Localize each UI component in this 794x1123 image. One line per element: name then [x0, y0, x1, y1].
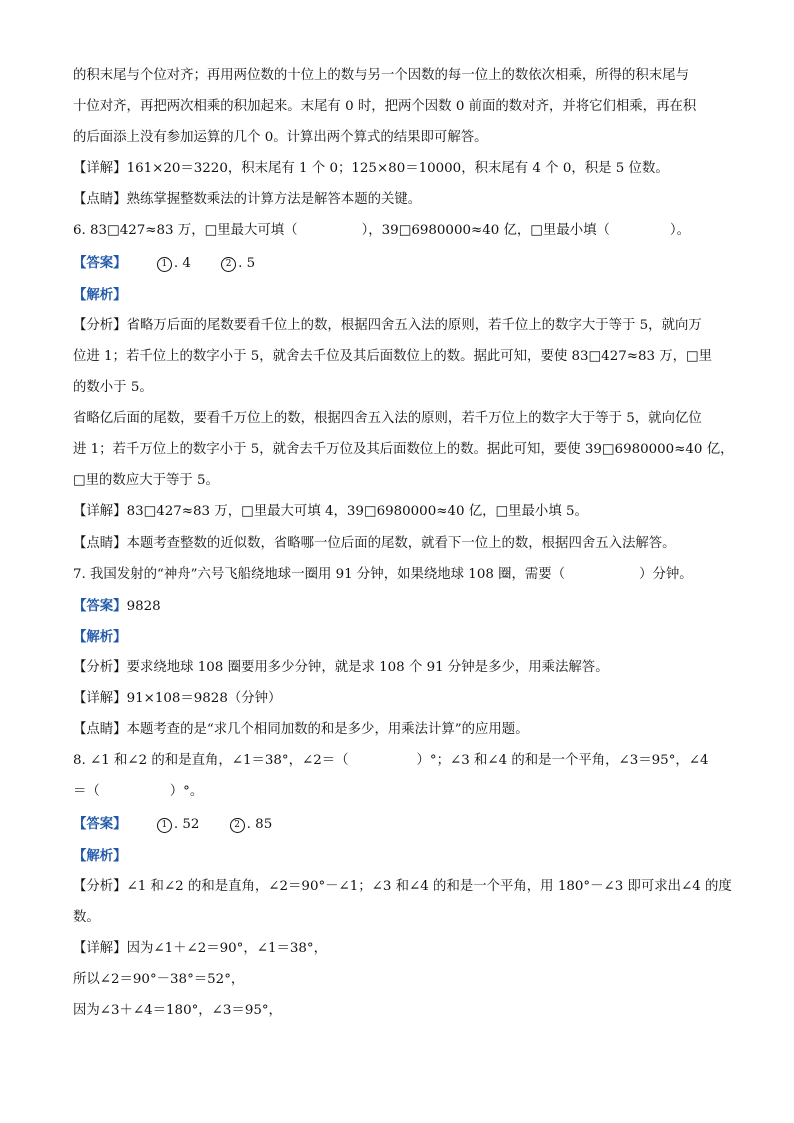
answer-tag: 【答案】 [73, 816, 127, 832]
detail-text: 83□427≈83 万，□里最大可填 4，39□6980000≈40 亿，□里最小填 5。 [126, 504, 588, 519]
q8-question-2 [73, 783, 723, 801]
question-part: ），39□6980000≈40 亿，□里最小填（ [361, 223, 610, 238]
q6-detail [73, 503, 723, 521]
detail-tag: 【详解】 [73, 161, 127, 176]
q7-analysis [73, 659, 723, 677]
q8-analysis-2: 数。 [73, 910, 100, 925]
q7-question [73, 566, 723, 584]
answer-text: 9828 [126, 599, 161, 614]
q8-answer [73, 815, 723, 834]
q6-analysis-3: 的数小于 5。 [73, 380, 153, 395]
analysis-label: 【分析】 [73, 660, 127, 675]
question-part: 8. ∠1 和∠2 的和是直角，∠1＝38°，∠2＝（ [73, 753, 349, 768]
circled-number-2: 2 [230, 818, 245, 833]
analysis-tag: 【解析】 [73, 629, 127, 645]
q8-question-1 [73, 752, 723, 770]
point-tag: 【点睛】 [73, 536, 127, 551]
q8-detail-1 [73, 940, 723, 958]
intro-line-3: 的后面添上没有参加运算的几个 0。计算出两个算式的结果即可解答。 [73, 130, 488, 145]
question-part: ）。 [669, 223, 690, 238]
circled-number-2: 2 [221, 257, 236, 272]
answer-tag: 【答案】 [73, 255, 127, 271]
question-part: ）°。 [169, 784, 204, 799]
q8-analysis-tag [73, 847, 723, 866]
q6-analysis-2: 位进 1；若千位上的数字小于 5，就舍去千位及其后面数位上的数。据此可知，要使 83□427≈83 万，□里 [73, 349, 713, 364]
question-part: 7. 我国发射的“神舟”六号飞船绕地球一圈用 91 分钟，如果绕地球 108 圈，需要（ [73, 567, 566, 582]
answer-2: . 5 [238, 256, 256, 271]
q6-analysis-tag [73, 286, 723, 305]
answer-tag: 【答案】 [73, 598, 127, 614]
analysis-label: 【分析】 [73, 318, 127, 333]
point-text: 本题考查整数的近似数，省略哪一位后面的尾数，就看下一位上的数，根据四舍五入法解答。 [126, 536, 676, 551]
analysis-label: 【分析】 [73, 879, 127, 894]
answer-1: . 52 [173, 817, 200, 832]
q6-analysis-5: 进 1；若千万位上的数字小于 5，就舍去千万位及其后面数位上的数。据此可知，要使 39□6980000≈40 亿， [73, 442, 734, 457]
q6-answer [73, 254, 723, 273]
detail-text: 91×108＝9828（分钟） [126, 691, 282, 706]
analysis-text: 省略万后面的尾数要看千位上的数，根据四舍五入法的原则，若千位上的数字大于等于 5，就向万 [126, 318, 702, 333]
analysis-text: ∠1 和∠2 的和是直角，∠2＝90°－∠1；∠3 和∠4 的和是一个平角，用 180°－∠3 即可求出∠4 的度 [126, 879, 732, 894]
question-part: 6. 83□427≈83 万，□里最大可填（ [73, 223, 298, 238]
answer-2: . 85 [246, 817, 273, 832]
question-part: ＝（ [73, 784, 100, 799]
q6-point [73, 535, 723, 553]
detail-tag: 【详解】 [73, 691, 127, 706]
q6-analysis-1 [73, 317, 723, 335]
circled-number-1: 1 [157, 257, 172, 272]
q7-analysis-tag [73, 628, 723, 647]
detail-tag: 【详解】 [73, 504, 127, 519]
q7-answer [73, 597, 723, 616]
q8-detail-2: 所以∠2＝90°－38°＝52°， [73, 972, 245, 987]
analysis-text: 要求绕地球 108 圈要用多少分钟，就是求 108 个 91 分钟是多少，用乘法解答。 [126, 660, 609, 675]
intro-line-1: 的积末尾与个位对齐；再用两位数的十位上的数与另一个因数的每一位上的数依次相乘，所得的积末尾与 [73, 68, 689, 83]
q6-analysis-6: □里的数应大于等于 5。 [73, 473, 219, 488]
q6-question [73, 222, 723, 240]
point-text: 本题考查的是“求几个相同加数的和是多少，用乘法计算”的应用题。 [126, 722, 529, 737]
analysis-tag: 【解析】 [73, 848, 127, 864]
detail-tag: 【详解】 [73, 941, 127, 956]
q6-analysis-4: 省略亿后面的尾数，要看千万位上的数，根据四舍五入法的原则，若千万位上的数字大于等于 5，就向亿位 [73, 411, 702, 426]
circled-number-1: 1 [157, 818, 172, 833]
detail-text: 161×20＝3220，积末尾有 1 个 0；125×80＝10000，积末尾有 4 个 0，积是 5 位数。 [126, 161, 669, 176]
q5-point [73, 191, 723, 209]
q8-analysis-1 [73, 878, 732, 896]
question-part: ）分钟。 [639, 567, 693, 582]
q5-detail [73, 160, 723, 178]
point-tag: 【点睛】 [73, 722, 127, 737]
q7-detail [73, 690, 723, 708]
point-tag: 【点睛】 [73, 192, 127, 207]
detail-text: 因为∠1＋∠2＝90°，∠1＝38°， [126, 941, 327, 956]
analysis-tag: 【解析】 [73, 287, 127, 303]
point-text: 熟练掌握整数乘法的计算方法是解答本题的关键。 [126, 192, 422, 207]
question-part: ）°；∠3 和∠4 的和是一个平角，∠3＝95°，∠4 [416, 753, 709, 768]
intro-line-2: 十位对齐，再把两次相乘的积加起来。末尾有 0 时，把两个因数 0 前面的数对齐，并将它们相乘，再在积 [73, 99, 697, 114]
answer-1: . 4 [173, 256, 191, 271]
q8-detail-3: 因为∠3＋∠4＝180°，∠3＝95°， [73, 1003, 282, 1018]
q7-point [73, 721, 723, 739]
